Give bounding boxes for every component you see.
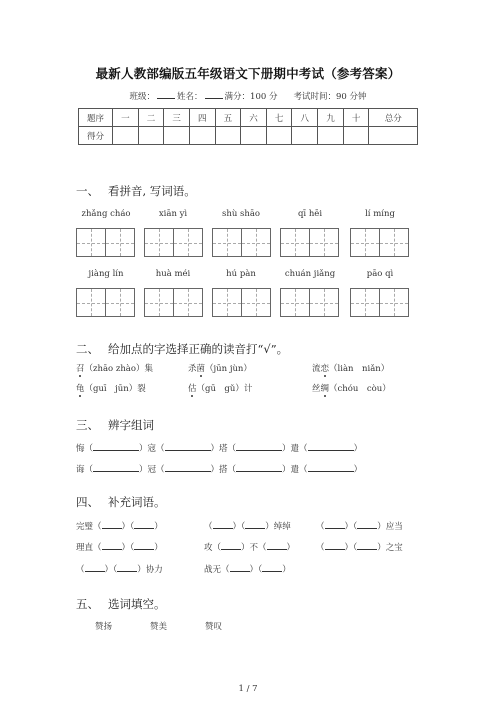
answer-blank[interactable] xyxy=(308,442,354,451)
answer-blank[interactable] xyxy=(325,520,345,529)
idiom-item: （ ）（ ）绰绰 xyxy=(204,522,291,532)
pinyin-row-1 xyxy=(0,209,496,221)
score-table-header-row xyxy=(79,109,418,127)
idiom-item: 完璧（ ）（ ） xyxy=(76,522,163,532)
writing-box[interactable] xyxy=(212,228,271,257)
pinyin-label: qī hēi xyxy=(297,209,323,219)
idiom-item: 理直（ ）（ ） xyxy=(76,543,163,553)
score-cell[interactable] xyxy=(164,127,190,145)
answer-blank[interactable] xyxy=(236,442,282,451)
section-text: 辨字组词 xyxy=(108,418,154,432)
section-text: 给加点的字选择正确的读音打“√”。 xyxy=(108,342,289,356)
answer-blank[interactable] xyxy=(134,520,154,529)
score-header-cell: 题序 xyxy=(79,109,113,127)
class-blank xyxy=(157,90,175,99)
word-choice: 赞美 xyxy=(150,622,168,632)
dotted-char: 恋 xyxy=(320,364,330,374)
name-blank xyxy=(205,90,223,99)
answer-blank[interactable] xyxy=(102,520,122,529)
pronunciation-item[interactable]: 召（zhāo zhào）集 xyxy=(76,364,153,374)
answer-blank[interactable] xyxy=(262,563,282,572)
score-cell[interactable] xyxy=(266,127,292,145)
full-score: 满分：100 分 xyxy=(224,92,278,102)
section-1-heading xyxy=(76,183,196,199)
pinyin-label: jiàng lín xyxy=(88,269,124,279)
exam-info-line xyxy=(0,90,496,102)
score-header-cell: 总分 xyxy=(369,109,418,127)
pinyin-label: hú pàn xyxy=(226,269,256,279)
pinyin-label: chuán jiǎng xyxy=(284,269,336,279)
answer-blank[interactable] xyxy=(267,541,287,550)
class-label: 班级： xyxy=(129,92,156,102)
score-header-cell: 九 xyxy=(318,109,344,127)
score-header-cell: 十 xyxy=(343,109,369,127)
score-cell[interactable] xyxy=(215,127,241,145)
writing-box[interactable] xyxy=(212,288,271,317)
pinyin-label: shù shāo xyxy=(221,209,261,219)
answer-blank[interactable] xyxy=(230,563,250,572)
answer-blank[interactable] xyxy=(357,520,377,529)
pinyin-label: lí míng xyxy=(365,209,395,219)
answer-blank[interactable] xyxy=(357,541,377,550)
score-header-cell: 八 xyxy=(292,109,318,127)
dotted-char: 龟 xyxy=(76,384,85,394)
pronunciation-item[interactable]: 龟（guī jūn）裂 xyxy=(76,384,146,394)
section-number: 二、 xyxy=(76,342,99,356)
score-header-cell: 二 xyxy=(138,109,164,127)
section-text: 看拼音, 写词语。 xyxy=(108,184,196,198)
pinyin-label: zhǎng cháo xyxy=(81,209,131,219)
writing-box-row-2 xyxy=(0,288,496,318)
pinyin-label: pāo qì xyxy=(366,269,394,279)
answer-blank[interactable] xyxy=(165,463,211,472)
answer-blank[interactable] xyxy=(117,563,137,572)
answer-blank[interactable] xyxy=(308,463,354,472)
score-row-label: 得分 xyxy=(79,127,113,145)
writing-box-row-1 xyxy=(0,228,496,258)
section-2-heading xyxy=(76,341,288,357)
answer-blank[interactable] xyxy=(213,520,233,529)
score-cell[interactable] xyxy=(138,127,164,145)
answer-blank[interactable] xyxy=(93,463,139,472)
score-cell[interactable] xyxy=(189,127,215,145)
score-header-cell: 六 xyxy=(241,109,267,127)
idiom-item: 攻（ ）不（ ） xyxy=(204,543,296,553)
answer-blank[interactable] xyxy=(245,520,265,529)
writing-box[interactable] xyxy=(144,228,203,257)
idiom-item: （ ）（ ）应当 xyxy=(316,522,403,532)
word-group-line-2: 诲（ ）冠（ ）搭（ ）遣（ ） xyxy=(76,465,363,475)
answer-blank[interactable] xyxy=(236,463,282,472)
page-number: 1 / 7 xyxy=(238,684,258,694)
pronunciation-item[interactable]: 丝绸（chóu còu） xyxy=(312,384,391,394)
section-text: 补充词语。 xyxy=(108,495,166,509)
idiom-item: （ ）（ ）之宝 xyxy=(316,543,403,553)
writing-box[interactable] xyxy=(280,228,339,257)
writing-box[interactable] xyxy=(76,228,135,257)
section-text: 选词填空。 xyxy=(108,597,166,611)
answer-blank[interactable] xyxy=(102,541,122,550)
exam-time: 考试时间：90 分钟 xyxy=(293,92,367,102)
name-label: 姓名： xyxy=(177,92,203,102)
score-cell[interactable] xyxy=(241,127,267,145)
dotted-char: 召 xyxy=(76,364,85,374)
score-header-cell: 一 xyxy=(113,109,139,127)
score-cell[interactable] xyxy=(318,127,344,145)
answer-blank[interactable] xyxy=(325,541,345,550)
pinyin-label: huà méi xyxy=(155,269,191,279)
writing-box[interactable] xyxy=(280,288,339,317)
score-header-cell: 七 xyxy=(266,109,292,127)
page-title: 最新人教部编版五年级语文下册期中考试（参考答案） xyxy=(95,66,401,81)
score-cell[interactable] xyxy=(292,127,318,145)
writing-box[interactable] xyxy=(76,288,135,317)
writing-box[interactable] xyxy=(144,288,203,317)
section-4-heading xyxy=(76,494,166,510)
writing-box[interactable] xyxy=(350,288,409,317)
score-cell[interactable] xyxy=(113,127,139,145)
word-group-line-1: 悔（ ）寇（ ）塔（ ）遣（ ） xyxy=(76,444,363,454)
pronunciation-item[interactable]: 杀菌（jūn jùn） xyxy=(188,364,252,374)
word-choice: 赞叹 xyxy=(205,622,223,632)
section-number: 三、 xyxy=(76,418,99,432)
writing-box[interactable] xyxy=(350,228,409,257)
score-header-cell: 三 xyxy=(164,109,190,127)
answer-blank[interactable] xyxy=(93,442,139,451)
answer-blank[interactable] xyxy=(134,541,154,550)
answer-blank[interactable] xyxy=(165,442,211,451)
score-cell[interactable] xyxy=(343,127,369,145)
score-table-score-row xyxy=(79,127,418,145)
dotted-char: 绸 xyxy=(320,384,330,394)
section-5-heading xyxy=(76,596,166,612)
pronunciation-item[interactable]: 流恋（liàn niǎn） xyxy=(312,364,390,374)
idiom-item: （ ）（ ）协力 xyxy=(76,565,163,575)
pronunciation-item[interactable]: 估（gū gǔ）计 xyxy=(188,384,253,394)
score-header-cell: 五 xyxy=(215,109,241,127)
pinyin-label: xiān yì xyxy=(158,209,188,219)
score-table xyxy=(78,108,418,145)
dotted-char: 菌 xyxy=(196,364,206,374)
idiom-item: 战无（ ）（ ） xyxy=(204,565,291,575)
section-number: 一、 xyxy=(76,184,99,198)
section-number: 五、 xyxy=(76,597,99,611)
answer-blank[interactable] xyxy=(221,541,241,550)
dotted-char: 估 xyxy=(188,384,197,394)
score-cell[interactable] xyxy=(369,127,418,145)
section-3-heading xyxy=(76,417,154,433)
word-choice: 赞扬 xyxy=(95,622,113,632)
answer-blank[interactable] xyxy=(85,563,105,572)
pinyin-row-2 xyxy=(0,269,496,281)
section-number: 四、 xyxy=(76,495,99,509)
score-header-cell: 四 xyxy=(189,109,215,127)
